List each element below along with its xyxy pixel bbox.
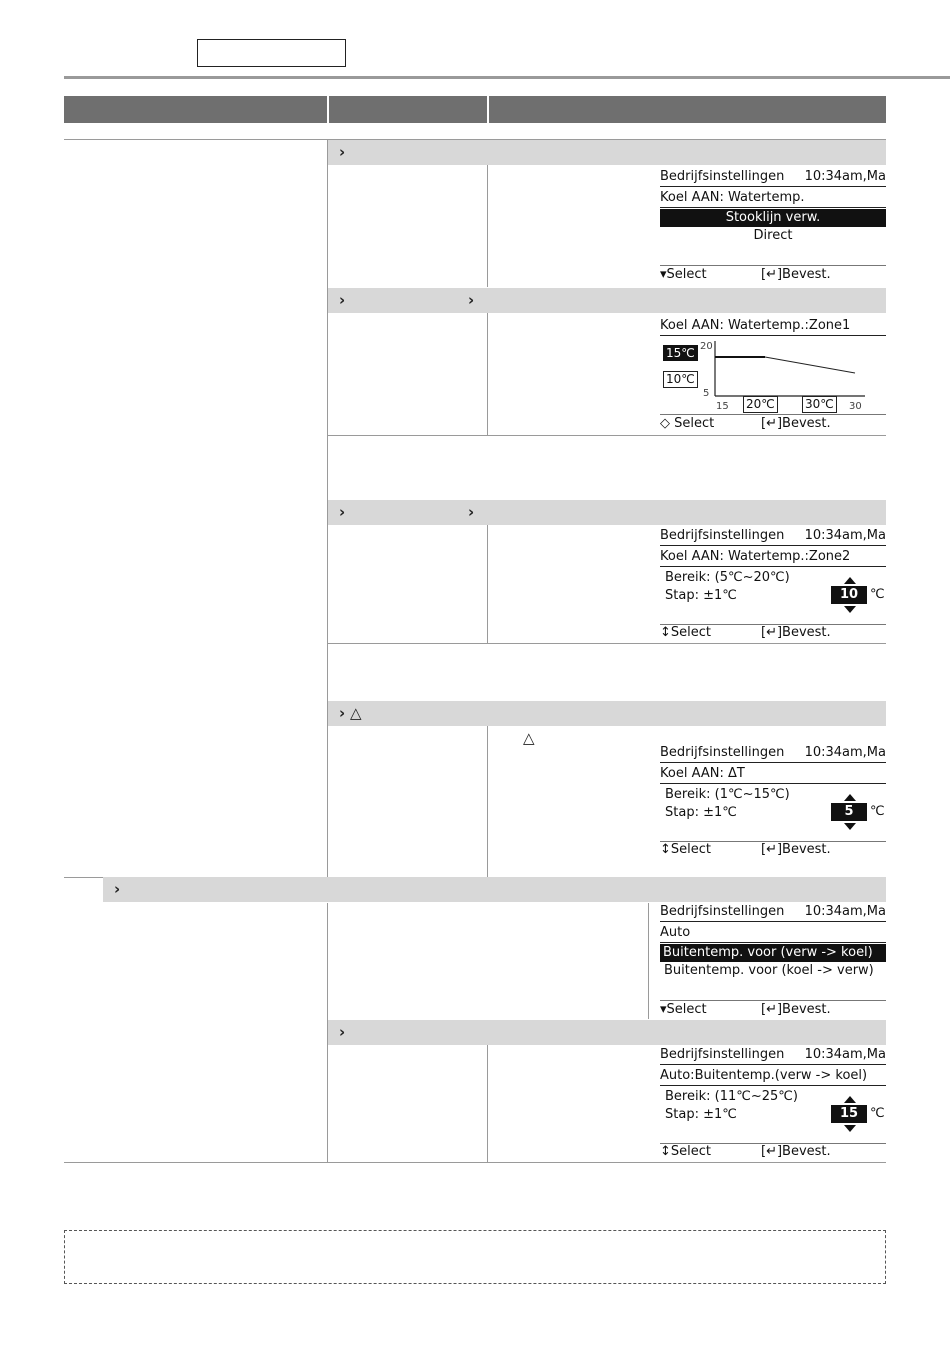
arrow-up-icon[interactable] xyxy=(844,794,856,801)
arrow-down-icon[interactable] xyxy=(844,1125,856,1132)
footer-confirm: [↵]Bevest. xyxy=(761,416,831,431)
chevron-icon: › xyxy=(114,880,121,898)
column-divider xyxy=(487,1045,488,1162)
axis-label: 20 xyxy=(700,341,713,352)
footer-confirm: [↵]Bevest. xyxy=(761,625,831,640)
step-text: Stap: ±1℃ xyxy=(665,1107,737,1122)
axis-label: 5 xyxy=(703,388,710,399)
chevron-icon: › xyxy=(339,704,346,722)
screen-subtitle: Auto xyxy=(660,924,886,943)
lcd-screen-auto xyxy=(660,903,886,1019)
footer-select: Select xyxy=(670,1144,712,1159)
screen-time: 10:34am,Ma xyxy=(804,745,886,760)
screen-time: 10:34am,Ma xyxy=(804,169,886,184)
step-text: Stap: ±1℃ xyxy=(665,805,737,820)
arrow-up-icon[interactable] xyxy=(844,577,856,584)
table-head-row xyxy=(64,96,886,123)
header-rule xyxy=(64,76,950,79)
header-tab-box xyxy=(197,39,346,67)
footer-select: Select xyxy=(666,1002,707,1017)
axis-label: 30 xyxy=(849,401,862,412)
footer-confirm: [↵]Bevest. xyxy=(761,1144,831,1159)
screen-title: Bedrijfsinstellingen xyxy=(660,904,785,919)
chevron-icon: › xyxy=(339,503,346,521)
column-divider xyxy=(487,313,488,435)
screen-time: 10:34am,Ma xyxy=(804,1047,886,1062)
arrow-down-icon: ▾ xyxy=(660,1002,667,1017)
triangle-icon: △ xyxy=(350,704,362,722)
lcd-screen-zone1-curve xyxy=(660,317,886,435)
screen-subtitle: Auto:Buitentemp.(verw -> koel) xyxy=(660,1067,886,1086)
section-band xyxy=(103,877,886,902)
arrow-updown-icon: ↕ xyxy=(660,1144,671,1159)
section-band xyxy=(328,500,886,525)
chevron-icon: › xyxy=(339,1023,346,1041)
column-divider xyxy=(648,903,649,1019)
footer-confirm: [↵]Bevest. xyxy=(761,842,831,857)
option-selected[interactable]: Stooklijn verw. xyxy=(660,209,886,227)
screen-subtitle: Koel AAN: ΔT xyxy=(660,765,886,784)
footer-select: Select xyxy=(670,625,712,640)
footer-select: Select xyxy=(666,267,707,282)
arrow-updown-icon: ↕ xyxy=(660,625,671,640)
chevron-icon: › xyxy=(339,291,346,309)
section-band xyxy=(328,140,886,165)
option-item[interactable]: Direct xyxy=(753,228,793,243)
unit-label: ℃ xyxy=(870,587,885,602)
chevron-icon: › xyxy=(339,143,346,161)
x-high-box[interactable]: 30℃ xyxy=(802,396,837,413)
footer-confirm: [↵]Bevest. xyxy=(761,267,831,282)
chevron-icon: › xyxy=(468,503,475,521)
screen-title: Bedrijfsinstellingen xyxy=(660,1047,785,1062)
row-rule xyxy=(328,435,886,436)
row-rule xyxy=(328,643,886,644)
screen-subtitle: Koel AAN: Watertemp. xyxy=(660,189,886,208)
range-text: Bereik: (5℃~20℃) xyxy=(665,570,790,585)
x-low-box[interactable]: 20℃ xyxy=(743,396,778,413)
screen-title: Bedrijfsinstellingen xyxy=(660,528,785,543)
value-display[interactable]: 10 xyxy=(831,586,867,604)
arrow-down-icon[interactable] xyxy=(844,606,856,613)
table-head-divider xyxy=(487,96,489,123)
step-text: Stap: ±1℃ xyxy=(665,588,737,603)
section-band xyxy=(328,701,886,726)
unit-label: ℃ xyxy=(870,1106,885,1121)
range-text: Bereik: (11℃~25℃) xyxy=(665,1089,798,1104)
arrow-updown-icon: ↕ xyxy=(660,842,671,857)
arrow-up-icon[interactable] xyxy=(844,1096,856,1103)
y-high-box[interactable]: 15℃ xyxy=(663,345,698,361)
lcd-screen-zone2 xyxy=(660,527,886,643)
note-box xyxy=(64,1230,886,1284)
value-display[interactable]: 15 xyxy=(831,1105,867,1123)
axis-label: 15 xyxy=(716,401,729,412)
option-selected[interactable]: Buitentemp. voor (verw -> koel) xyxy=(660,944,886,962)
column-divider xyxy=(487,165,488,287)
column-divider xyxy=(487,525,488,643)
lcd-screen-operation-mode xyxy=(660,168,886,286)
screen-subtitle: Koel AAN: Watertemp.:Zone1 xyxy=(660,317,886,336)
arrow-down-icon[interactable] xyxy=(844,823,856,830)
lcd-screen-delta-t xyxy=(660,744,886,862)
chevron-icon: › xyxy=(468,291,475,309)
table-head-divider xyxy=(327,96,329,123)
footer-select: Select xyxy=(674,416,715,431)
option-item[interactable]: Buitentemp. voor (koel -> verw) xyxy=(664,963,874,978)
y-low-box[interactable]: 10℃ xyxy=(663,371,698,388)
range-text: Bereik: (1℃~15℃) xyxy=(665,787,790,802)
table-bottom-rule xyxy=(64,1162,886,1163)
screen-time: 10:34am,Ma xyxy=(804,904,886,919)
section-band xyxy=(328,1020,886,1045)
screen-subtitle: Koel AAN: Watertemp.:Zone2 xyxy=(660,548,886,567)
arrow-4way-icon: ◇ xyxy=(660,416,670,431)
curve-graph xyxy=(710,337,870,399)
screen-title: Bedrijfsinstellingen xyxy=(660,169,785,184)
triangle-icon: △ xyxy=(523,729,535,747)
section-band xyxy=(328,288,886,313)
column-divider xyxy=(487,726,488,877)
unit-label: ℃ xyxy=(870,804,885,819)
screen-time: 10:34am,Ma xyxy=(804,528,886,543)
screen-title: Bedrijfsinstellingen xyxy=(660,745,785,760)
footer-confirm: [↵]Bevest. xyxy=(761,1002,831,1017)
arrow-down-icon: ▾ xyxy=(660,267,667,282)
lcd-screen-auto-outdoor xyxy=(660,1046,886,1162)
value-display[interactable]: 5 xyxy=(831,803,867,821)
footer-select: Select xyxy=(670,842,712,857)
